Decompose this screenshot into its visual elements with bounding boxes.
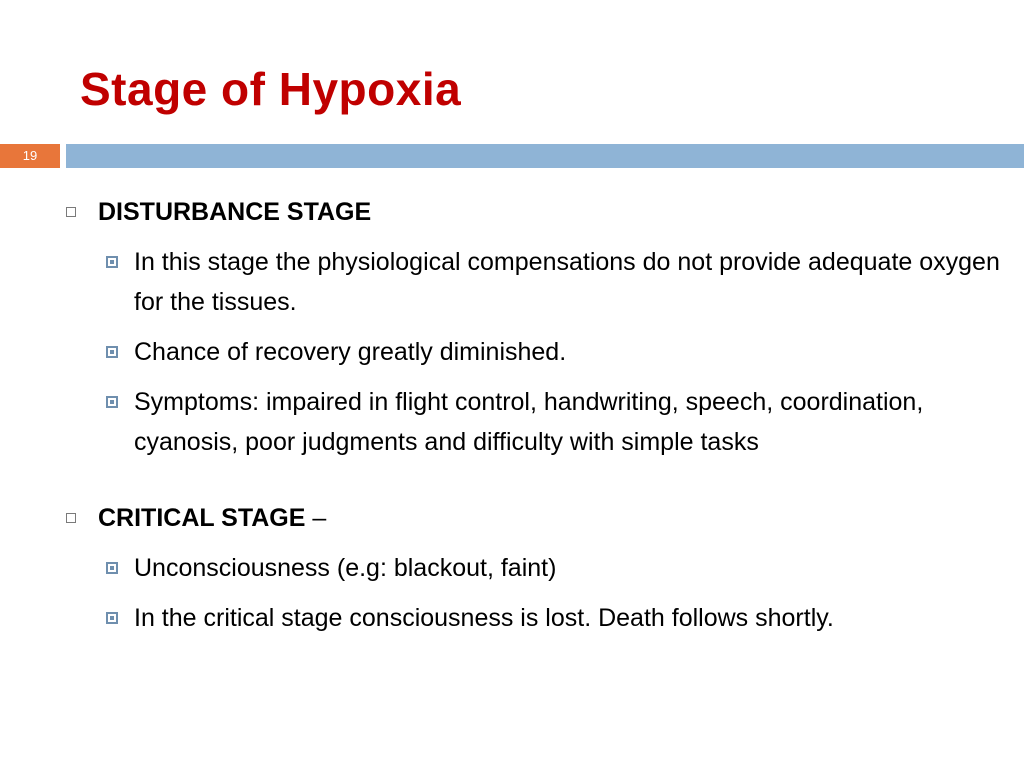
bullet-text: Unconsciousness (e.g: blackout, faint) bbox=[134, 554, 557, 582]
slide-title: Stage of Hypoxia bbox=[80, 63, 462, 115]
section-heading-text: CRITICAL STAGE bbox=[98, 504, 306, 532]
bullet-text: Symptoms: impaired in flight control, handwriting, speech, coordination, cyanosis, poor judgments and difficulty with simple tasks bbox=[134, 388, 924, 456]
section-heading-text: DISTURBANCE STAGE bbox=[98, 198, 372, 226]
slide-content bbox=[62, 192, 1002, 638]
bullet-item bbox=[104, 548, 1002, 588]
square-bullet-icon bbox=[106, 346, 118, 358]
hollow-square-bullet-icon bbox=[66, 207, 76, 217]
square-bullet-icon bbox=[106, 256, 118, 268]
bullet-text: In this stage the physiological compensations do not provide adequate oxygen for the tissues. bbox=[134, 248, 1000, 316]
section-heading bbox=[62, 192, 1002, 232]
section-disturbance-stage bbox=[62, 192, 1002, 462]
bullet-text: Chance of recovery greatly diminished. bbox=[134, 338, 567, 366]
bullet-item bbox=[104, 382, 1002, 462]
bullet-item bbox=[104, 242, 1002, 322]
hollow-square-bullet-icon bbox=[66, 513, 76, 523]
bullet-item bbox=[104, 332, 1002, 372]
square-bullet-icon bbox=[106, 612, 118, 624]
bullet-item bbox=[104, 598, 1002, 638]
page-number: 19 bbox=[22, 148, 38, 163]
header-divider-bar bbox=[66, 144, 1024, 168]
section-critical-stage bbox=[62, 498, 1002, 638]
section-heading bbox=[62, 498, 1002, 538]
section-heading-suffix: – bbox=[305, 504, 327, 532]
bullet-text: In the critical stage consciousness is lost. Death follows shortly. bbox=[134, 604, 834, 632]
square-bullet-icon bbox=[106, 562, 118, 574]
square-bullet-icon bbox=[106, 396, 118, 408]
page-number-badge bbox=[0, 144, 60, 168]
